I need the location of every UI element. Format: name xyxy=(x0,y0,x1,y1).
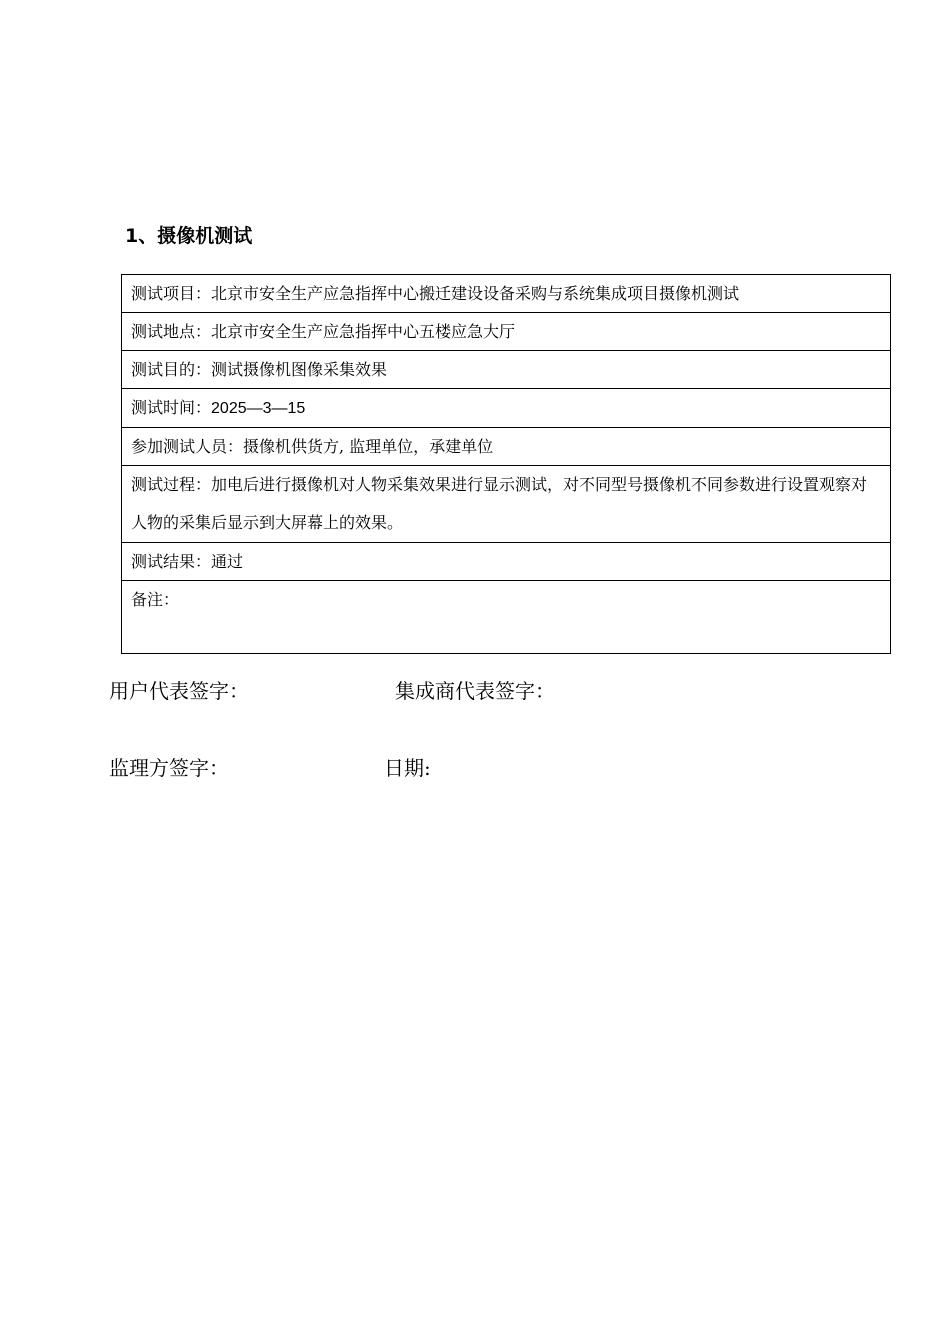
user-rep-signature-label: 用户代表签字： xyxy=(109,679,249,703)
test-process-row: 测试过程：加电后进行摄像机对人物采集效果进行显示测试，对不同型号摄像机不同参数进行设置观察对人物的采集后显示到大屏幕上的效果。 xyxy=(122,465,890,542)
integrator-rep-signature-label: 集成商代表签字： xyxy=(395,679,555,703)
section-heading: 1、摄像机测试 xyxy=(125,225,253,247)
date-label: 日期: xyxy=(384,756,431,780)
test-time-row xyxy=(122,388,890,427)
test-result-row: 测试结果：通过 xyxy=(122,542,890,580)
test-record-table xyxy=(121,274,891,654)
test-time-value: 2025—3—15 xyxy=(211,400,306,417)
test-project-row: 测试项目：北京市安全生产应急指挥中心搬迁建设设备采购与系统集成项目摄像机测试 xyxy=(131,284,740,303)
supervisor-signature-label: 监理方签字： xyxy=(109,756,229,780)
test-purpose-row: 测试目的：测试摄像机图像采集效果 xyxy=(122,350,890,388)
test-time-label: 测试时间： xyxy=(131,398,212,417)
remarks-row: 备注： xyxy=(122,580,890,653)
test-location-row: 测试地点：北京市安全生产应急指挥中心五楼应急大厅 xyxy=(122,312,890,350)
test-participants-row: 参加测试人员：摄像机供货方, 监理单位，承建单位 xyxy=(122,427,890,465)
